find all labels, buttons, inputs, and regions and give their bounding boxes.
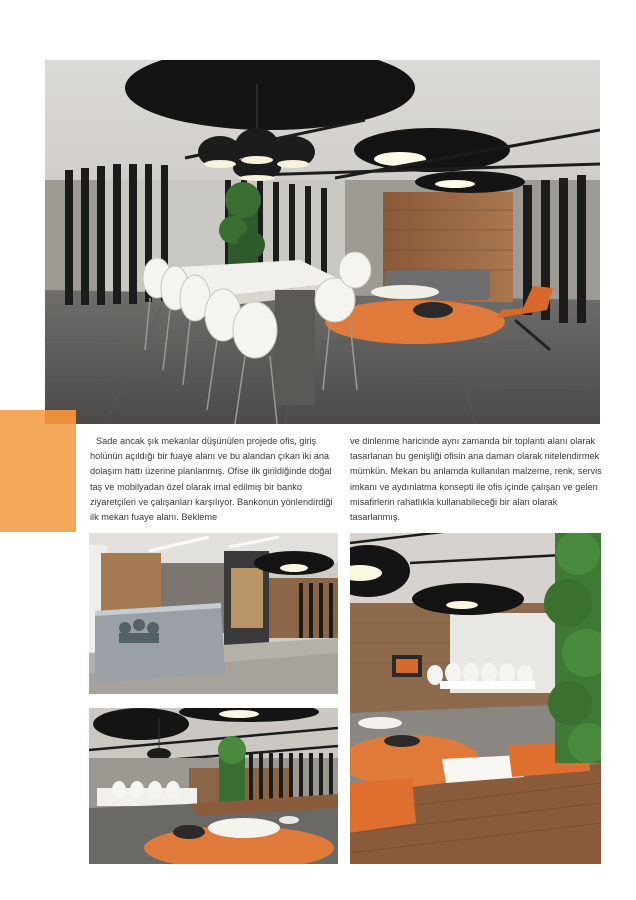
article-paragraph-right: ve dinlenme haricinde aynı zamanda bir toplantı alanı olarak tasarlanan bu genişliği ofisin ana damarı olarak nitelendirmek mümkün. Mekan bu anlamda kullanılan malzeme, renk, servis imkanı ve aydınlatma konsepti ile ofis içinde çalışan ve gelen misafirlerin rahatlıkla kullanabileceği bir alan olarak tasarlanmış. (350, 436, 602, 523)
article-text-left: Sade ancak şık mekanlar düşünülen projede ofis, giriş holünün açıldığı bir fuaye alanı ve bu alandan çıkan iki ana dolaşım hattı üzerine planlanmış. Ofise ilk girildiğinde doğal taş ve mobilyadan özel olarak imal edilmiş bir banko ziyaretçileri ve çalışanları karşılıyor. Bankonun yönlendirdiği ilk mekan fuaye alanı. Bekleme (90, 436, 333, 523)
hero-photo-foyer (45, 60, 600, 424)
decorative-orange-tab-overlap (45, 410, 76, 424)
reception-desk-photo (89, 533, 338, 694)
decorative-orange-tab (0, 410, 76, 532)
meeting-lounge-photo (89, 708, 338, 864)
article-paragraph-left (90, 434, 338, 525)
lounge-photo-right (350, 533, 601, 864)
